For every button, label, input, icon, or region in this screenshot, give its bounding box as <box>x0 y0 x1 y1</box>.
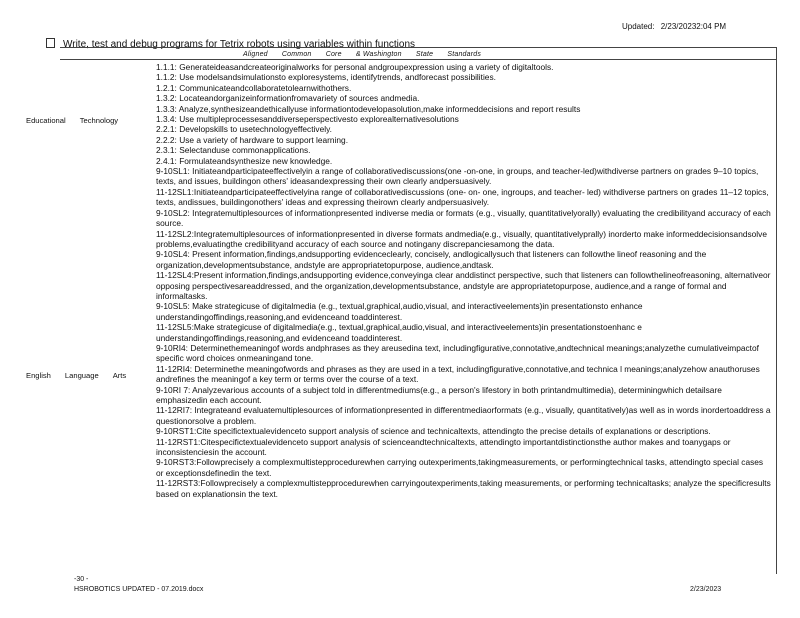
standard-item: 9-10SL5: Make strategicuse of digitalmedia (e.g., textual,graphical,audio,visual, and interactiveelements)in presentationsto enhance understandingoffindings,reasoning,and evidenceand toaddinterest. <box>156 301 643 322</box>
standard-item: 2.3.1: Selectanduse commonapplications. <box>156 145 311 156</box>
subject-word: Language <box>64 371 99 380</box>
updated-timestamp <box>622 22 726 31</box>
subject-word: English <box>26 371 51 380</box>
table-header <box>243 51 493 58</box>
subject-word: Educational <box>26 116 66 125</box>
header-common: Common <box>281 51 312 58</box>
standard-item: 1.2.1: Communicateandcollaboratetolearnwithothers. <box>156 82 352 93</box>
standard-item: 1.1.1: Generateideasandcreateoriginalworks for personal andgroupexpression using a variety of digitaltools. <box>156 62 554 72</box>
standard-item: 9-10SL4: Present information,findings,andsupporting evidenceclearly, concisely, andlogicallysuch that listeners can followthe lineof reasoning and the organization,developmentsubstance, andstyle are appropriatetopurpose, audience,andtask. <box>156 249 707 270</box>
standard-item: 2.2.1: Developskills to usetechnologyeffectively. <box>156 124 332 135</box>
header-underline <box>60 59 776 60</box>
document-name: HSROBOTICS UPDATED - 07.2019.docx <box>74 586 204 593</box>
standard-item: 9-10RST1:Cite specifictextualevidenceto support analysis of science and technicaltexts, attendingto the precise details of explanations or descriptions. <box>156 426 711 437</box>
checkbox-bullet-icon <box>46 38 55 48</box>
header-core: Core <box>325 51 342 58</box>
subject-educational-technology <box>26 116 132 125</box>
standard-item: 2.2.2: Use a variety of hardware to support learning. <box>156 134 349 145</box>
standard-item: 11-12SL5:Make strategicuse of digitalmedia(e.g., textual,graphical,audio,visual, and interactiveelements)in presentationstoenhanc e understandingoffindings,reasoning,and evidenceand toaddinterest. <box>156 322 642 343</box>
updated-value: 2/23/20232:04 PM <box>660 22 727 31</box>
standard-item: 11-12SL1:Initiateandparticipateeffectivelyina range of collaborativediscussions (one- on- one, ingroups, and teacher- led) withdiverse partners on grades 11–12 topics, texts, andissues, buildingonothers' ideas and expressing theirown clearly andpersuasively. <box>156 186 769 208</box>
page-number: -30 - <box>74 576 89 583</box>
header-state: State <box>415 51 434 58</box>
standard-item: 1.1.2: Use modelsandsimulationsto exploresystems, identifytrends, andforecast possibilities. <box>156 72 496 83</box>
standard-item: 1.3.2: Locateandorganizeinformationfromavariety of sources andmedia. <box>156 93 420 104</box>
standard-item: 9-10SL1: Initiateandparticipateeffectivelyin a range of collaborativediscussions(one -on-one, in groups, and teacher-led)withdiverse partners on grades 9–10 topics, texts, and issues, buildingon others' ideasandexpressing their own clearly andpersuasively. <box>156 166 759 187</box>
standard-item: 11-12SL2:Integratemultiplesources of informationpresented in diverse formats andmedia(e.g., visually, quantitativelyprally) inorderto make informeddecisionsandsolve problems,evaluatingthe credibilityand accuracy of each source and notingany discrepanciesamong the data. <box>156 228 767 249</box>
standard-item: 11-12RST3:Followprecisely a complexmultistepprocedurewhen carryingoutexperiments,taking measurements, or performing technicaltasks; analyze the specificresults based on explanationsin the text. <box>156 478 771 499</box>
table-top-border <box>60 47 776 48</box>
header-washington: & Washington <box>355 51 402 58</box>
subject-word: Arts <box>112 371 127 380</box>
table-right-border <box>776 47 777 574</box>
objective-text: Write, test and debug programs for Tetrix robots using variables within functions <box>63 39 416 50</box>
standard-item: 11-12SL4:Present information,findings,andsupporting evidence,conveyinga clear anddistinct perspective, such that listeners can followthelineofreasoning, alternativeor opposing perspectivesareaddressed, and the organization,developmentsubstance, andstyle are appropriatetopurpose, audience,and a range of formal and informaltasks. <box>156 270 771 301</box>
header-aligned: Aligned <box>243 51 268 58</box>
objective-item <box>46 38 415 50</box>
updated-label: Updated: <box>622 22 655 31</box>
standard-item: 9-10SL2: Integratemultiplesources of informationpresented indiverse media or formats (e.g., visually, quantitativelyorally) evaluating the credibilityand accuracy of each source. <box>156 207 771 229</box>
standard-item: 11-12RI7: Integrateand evaluatemultiplesources of informationpresented in differentmediaorformats (e.g., visually, quantitatively)as well as in words inordertoaddress a questionorsolve a problem. <box>156 405 771 426</box>
standard-item: 11-12RI4: Determinethe meaningofwords and phrases as they are used in a text, includingfigurative,connotative,and technica l meanings;analyzehow anauthoruses andrefines the meaningof a key term or terms over the course of a text. <box>156 363 760 385</box>
standard-item: 9-10RI 7: Analyzevarious accounts of a subject told in differentmediums(e.g., a person's lifestory in both printandmultimedia), determiningwhich detailsare emphasizedin each account. <box>156 384 722 405</box>
standard-item: 9-10RI4: Determinethemeaningof words andphrases as they areusedina text, includingfigurative,connotative,andtechnical meanings;analyzethe cumulativeimpactof specific word choices onmeaningand tone. <box>156 342 759 364</box>
standard-item: 1.3.3: Analyze,synthesizeandethicallyuse informationtodevelopasolution,make informeddecisions and report results <box>156 103 581 114</box>
header-standards: Standards <box>447 51 482 58</box>
subject-english-language-arts <box>26 371 140 380</box>
footer-date: 2/23/2023 <box>690 586 722 593</box>
subject-word: Technology <box>79 116 119 125</box>
standard-item: 9-10RST3:Followprecisely a complexmultistepprocedurewhen carrying outexperiments,takingmeasurements, or performingtechnical tasks, attendingto special cases or exceptionsdefinedin the text. <box>156 457 764 478</box>
standard-item: 1.3.4: Use multipleprocessesanddiverseperspectivesto explorealternativesolutions <box>156 114 459 125</box>
standard-item: 11-12RST1:Citespecifictextualevidenceto support analysis of scienceandtechnicaltexts, attendingto importantdistinctionsthe author makes and toanygaps or inconsistenciesin the account. <box>156 436 731 458</box>
standards-list <box>156 62 772 499</box>
standard-item: 2.4.1: Formulateandsynthesize new knowledge. <box>156 155 333 166</box>
